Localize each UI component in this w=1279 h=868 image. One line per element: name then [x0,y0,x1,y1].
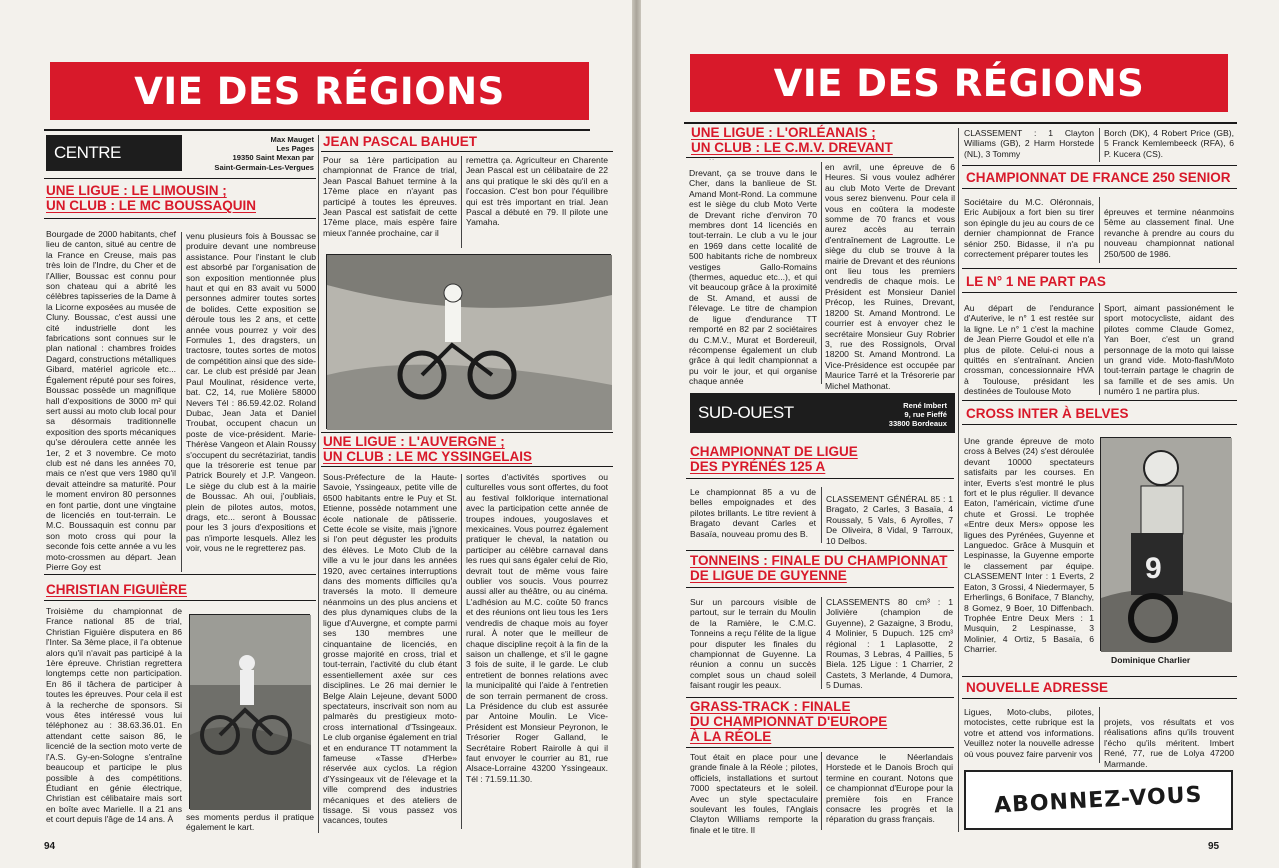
heading-auvergne [323,434,613,464]
auvergne-col2: sortes d'activités sportives ou culturelles vous sont offertes, du foot au festival folklorique international avec la participation cette année de troupes indoues, yougoslaves et mexicaines. Vous pourrez également pratiquer le cheval, la natation ou participer au célèbre carnaval dans les rues qui sans égaler celui de Rio, devrait tout de même vous faire oublier vos soucis. Vous pourrez aussi aller au théâtre, ou au cinéma. L'adhésion au M.C. coûte 50 francs et des réunions ont lieu tous les 1ers vendredis de chaque mois au foyer rural. À noter que le meilleur de chaque discipline reçoit à la fin de la saison un challenge, et s'il le gagne 3 fois de suite, il le garde. Le club entretient de bonnes relations avec la municipalité qui l'aide à l'entretien de son terrain permanent de cross. La Présidence du club est assurée par Antoine Moulin. Le Vice-Président est Monsieur Peyronon, le Trésorier Roger Galland, le Secrétaire Robert Rairolle à qui il faut envoyer le courrier au 81, rue Alsace-Lorraine 43200 Yssingeaux. Tél : 71.59.11.30. [466,472,608,784]
heading-figuiere [46,582,316,597]
page-column-divider [318,135,319,833]
rule [686,478,954,479]
n1-col2: Sport, aimant passionément le sport motocycliste, aidant des pilotes comme Claude Gomez, Yan Boer, c'est un grand personnage de la moto qui laisse un grand vide. Moto-flash/Moto tout-terrain partage le chagrin de sa famille et de ses amis. Un numéro 1 ne partira plus. [1104,303,1234,397]
heading-line: CROSS INTER À BELVES [966,406,1129,421]
column-divider [1099,128,1100,162]
auvergne-col1: Sous-Préfecture de la Haute-Savoie, Yssingeaux, petite ville de 6500 habitants entre le Puy et St. Etienne, possède notamment une école nationale de pâtisserie. Cette école se visite, mais j'ignore si l'on peut déguster les produits des élèves. Le Moto Club de la ville a vu le jour dans les années 1920, avec certaines interruptions dans des moments difficiles qu'a traversés la moto. Il demeure néanmoins un des plus anciens et des plus dynamiques clubs de la ligue d'Auvergne, et compte parmi ses 130 membres une cinquantaine de licenciés, en grosse majorité en cross, trial et tout-terrain, l'activité du club étant essentiellement axée sur ces disciplines. Le 26 mai dernier le Belge Alain Lejeune, devant 5000 spectateurs, inscrivait son nom au palmarès du prestigieux moto-cross international d'Tssingeaux. Le club organise également en trial et en endurance TT notamment la fameuse «Tasse d'Herbe» réservée aux cyclos. La région d'Yssingeaux vit de l'élevage et la ville comprend des industries mécaniques et des ateliers de tissage. Si vous passez vos vacances, toutes [323,472,457,826]
subscribe-label: ABONNEZ-VOUS [993,782,1204,818]
column-divider [821,752,822,830]
column-divider [1099,197,1100,263]
heading-cf250 [966,170,1236,185]
author-line: Les Pages [276,144,314,154]
rule [962,188,1237,189]
heading-orleanais [691,125,953,155]
heading-n1 [966,274,1236,289]
rule [686,587,954,588]
rule [962,424,1237,425]
figuiere-col1: Troisième du championnat de France national 85 de trial, Christian Figuière disputera en 86 l'Inter. Sa 3ème place, il l'a obtenue alors qu'il n'avait pas participé à la 1ère épreuve. Christian regrettera longtemps cette non participation. En 86 il tâchera de participer à toutes les épreuves. Pour cela il est à la recherche de sponsors. Si vous êtes intéressé vous lui téléphonez au : 38.63.36.01. En attendant cette saison 86, le licencié de la section moto verte de l'A.S. Gy-en-Sologne s'entraîne beaucoup et participe le plus possible à des compétitions. Étudiant en génie électrique, Christian est célibataire mais sort en boîte avec Marielle. Il a 21 ans et court depuis l'âge de 14 ans. À [46,606,182,825]
region-author [837,401,947,429]
rule [321,151,613,152]
pyrenees-col2: CLASSEMENT GÉNÉRAL 85 : 1 Bragato, 2 Carles, 3 Basaïa, 4 Roussaly, 5 Vals, 6 Ayrolles, 7 De Oliveira, 8 Vidal, 9 Tarroux, 10 Delbos. [826,494,953,546]
region-box-sudouest [690,393,955,433]
bike-number: 9 [1145,552,1162,585]
classement-col1: CLASSEMENT : 1 Clayton Williams (GB), 2 Harm Horstede (NL), 3 Tommy [964,128,1094,159]
author-line: 33800 Bordeaux [888,419,947,429]
author-line: 19350 Saint Mexan par [232,153,314,163]
page-number: 94 [44,841,56,852]
grasstrack-col2: devance le Néerlandais Horstede et le Danois Broch qui termine en courant. Notons que ce championnat d'Europe pour la première fois en France consacre les progrès et la réparation du grass français. [826,752,953,825]
adresse-col2: projets, vos résultats et vos réalisations afins qu'ils trouvent l'écho qu'ils méritent. Imbert René, 77, rue de Lolya 47200 Marmande. [1104,717,1234,769]
rule [321,432,613,433]
heading-line: UNE LIGUE : L'AUVERGNE ; [323,434,505,449]
author-line: 9, rue Fieffé [904,410,947,420]
limousin-col2: venu plusieurs fois à Boussac se produire devant une nombreuse assistance. Pour l'instant le club est absorbé par l'organisation de son exposition mentionnée plus haut et qui en 83 avait vu 5000 personnes admirer toutes sortes de bolides. Cette exposition se déroule tous les 2 ans, et cette année vous pourrez y voir des Formules 1, des dragsters, un tractosre, toutes sortes de motos de compétition ainsi que des side-car. Le club est présidé par Jean Paul Moulinat, résidence verte, bat. C2, 14, rue Molière 58000 Nevers Tél : 86.59.42.02. Roland Dubac, Jean Jata et Daniel Troubat, occupent chacun un poste de vice-président. Marie-Thérèse Vangeon et Alain Roussy s'occupent du secrétaziriat, tandis que la trésorerie est tenue par Patrick Bourely et J.P. Vangeon. Le siège du club est à la mairie de Boussac. Ah oui, j'oubliais, plein de pilotes autos, motos, drags, etc... seront à Boussac pour les 3 jours d'expositions et pas n'importe lesquels. Allez les voir, vous ne le regretterez pas. [186,231,316,554]
region-name: SUD-OUEST [698,403,794,422]
heading-line: GRASS-TRACK : FINALE [690,699,851,714]
cf250-col1: Sociétaire du M.C. Oléronnais, Eric Aubijoux a fort bien su tirer son épingle du jeu au cours de ce dernier championnat de France sénior 250. Bidasse, il n'a pu correctement préparer toutes les [964,197,1094,260]
column-divider [821,162,822,384]
rule [44,574,316,575]
heading-line: LE N° 1 NE PART PAS [966,274,1106,289]
motocross-rider-photo [1101,438,1232,652]
subscribe-box[interactable] [964,770,1233,830]
rule [962,268,1237,269]
page-banner-right [690,54,1228,112]
bahuet-col2: remettra ça. Agriculteur en Charente Jean Pascal est un célibataire de 22 ans qui pratique le ski dès qu'il en a l'occasion. C'est bon pour l'équilibre qui est très important en trial. Jean Pascal a débuté en 79. Il pilote une Yamaha. [466,155,608,228]
banner-title: VIE DES RÉGIONS [773,61,1145,105]
trial-rider-photo [190,615,311,810]
tonneins-col2: CLASSEMENTS 80 cm³ : 1 Jolivière (champion de Guyenne), 2 Gazaigne, 3 Brodu, 4 Molinier, 5 Dupuch. 125 cm³ régional : 1 Laplasotte, 2 Roumas, 3 Lebras, 4 Paillies, 5 Biela. 125 Ligue : 1 Charrier, 2 Castets, 3 Merlande, 4 Dumora, 5 Dumas. [826,597,953,691]
heading-line: UN CLUB : LE MC BOUSSAQUIN [46,198,256,213]
author-line: Saint-Germain-Les-Vergues [214,162,314,172]
heading-limousin [46,183,316,213]
rule [962,400,1237,401]
orleanais-col1: Drevant, ça se trouve dans le Cher, dans la banlieue de St. Amand Mont-Rond. La commune est le siège du club Moto Verte de Drevant riche d'environ 70 membres dont 14 licenciés en tout-terrain. Le club a vu le jour en 1969 dans cette localité de 500 habitants riche de nombreux vestiges Gallo-Romains (thermes, aqueduc etc...), et qui vit beaucoup grâce à la proximité de St. Amand, et aussi de l'élevage. Le titre de champion de ligue d'endurance TT remporté en 82 par 2 sociétaires du C.M.V., Murat et Bordereuil, récompense également un club grâce à qui ledit championnat a pu voir le jour, et qui organise chaque année [689,168,817,387]
heading-line: DES PYRÉNÉS 125 A [690,459,826,474]
heading-line: CHRISTIAN FIGUIÈRE [46,582,188,597]
author-line: Max Mauget [270,135,314,144]
region-name: CENTRE [54,143,121,162]
column-divider [1099,707,1100,763]
orleanais-col2: en avril, une épreuve de 6 Heures. Si vous voulez adhérer au club Moto Verte de Drevant vous serez bienvenu. Pour cela il vous en coûtera la modeste somme de 70 francs et vous aurez accès au terrain d'entraînement de Lagroutte. Le siège du club se trouve à la mairie de Drevant et des réunions ont lieu tous les premiers vendredis de chaque mois. Le Président est Monsieur Daniel Précop, les Ruines, Drevant, 18200 St. Amand Montrond. Le courrier est à envoyer chez le secrétaire Monsieur Guy Robrier 3, rue des Rossignols, Orval 18200 St. Amand Montrond. La Vice-Présidence est occupée par Maurice Tarré et la Trésorerie par Michel Mathonat. [825,162,955,391]
figuiere-col2: ses moments perdus il pratique également le kart. [186,812,314,833]
bahuet-photo [326,254,611,429]
rule [44,218,316,219]
heading-adresse [966,680,1236,695]
belves-photo [1100,437,1231,651]
adresse-col1: Ligues, Moto-clubs, pilotes, motocistes, cette rubrique est la votre et attend vos informations. Veuillez noter la nouvelle adresse où vous pouvez faire parvenir vos [964,707,1094,759]
rule [44,600,316,601]
column-divider [821,597,822,689]
page-number: 95 [1208,841,1220,852]
region-box-centre [46,135,182,171]
rule [321,466,613,467]
heading-line: UNE LIGUE : LE LIMOUSIN ; [46,183,227,198]
banner-title: VIE DES RÉGIONS [134,69,505,113]
rule [686,697,954,698]
column-divider [461,474,462,829]
heading-line: UN CLUB : LE MC YSSINGELAIS [323,449,533,464]
column-divider [821,487,822,543]
heading-line: À LA RÉOLE [690,729,772,744]
rule [686,747,954,748]
trial-rider-photo [327,255,612,430]
heading-line: DE LIGUE DE GUYENNE [690,568,847,583]
column-divider [1099,303,1100,395]
rule [686,157,954,158]
rule [962,165,1237,166]
cf250-col2: épreuves et termine néanmoins 5ème au classement final. Une revanche à prendre au cours du nouveau championnat national 250/500 de 1986. [1104,207,1234,259]
heading-line: CHAMPIONNAT DE FRANCE 250 SENIOR [966,170,1231,185]
classement-col2: Borch (DK), 4 Robert Price (GB), 5 Franck Kemlembeeck (RFA), 6 P. Kucera (CS). [1104,128,1234,159]
heading-line: TONNEINS : FINALE DU CHAMPIONNAT [690,553,948,568]
heading-line: JEAN PASCAL BAHUET [323,134,478,149]
heading-tonneins [690,553,956,583]
left-page [0,0,632,868]
heading-line: DU CHAMPIONNAT D'EUROPE [690,714,888,729]
rule [962,676,1237,677]
limousin-col1: Bourgade de 2000 habitants, chef lieu de canton, situé au centre de la France en Creuse, mais pas très loin de l'Indre, du Cher et de l'Allier, Boussac est connu pour son chateau qui a abrité les célèbres tapisseries de la Dame à la Licorne exposées au musée de Cluny. Boussac, c'est aussi une cité industrielle dont les fabrications sont connues sur le plan national : chambres froides Dagard, constructions métalliques Gibard, matériel agricole etc... Également réputé pour ses foires, Boussac possède un magnifique hall d'expositions de 3000 m² qui sert aussi au moto club local pour sa désormais traditionnelle exposition des sports mécaniques qu'se déroulera cette année les 1er, 2 et 3 novembre. Ce moto club est né dans les années 70, mais ce n'est que vers 1980 qu'il devait atteindre sa maturité. Pour le moment environ 80 personnes en font partie, dont une vingtaine de licenciés en tout-terrain. Le M.C. Boussaquin est connu par son moto cross qui pour la seconde fois cette année a vu les moto-crossmen au départ. Jean Pierre Goy est [46,229,176,572]
heading-grasstrack [690,699,956,744]
heading-pyrenees [690,444,952,474]
page-column-divider [958,128,959,832]
heading-line: NOUVELLE ADRESSE [966,680,1109,695]
book-gutter [632,0,641,868]
heading-line: CHAMPIONNAT DE LIGUE [690,444,858,459]
heading-belves [966,406,1236,421]
belves-text: Une grande épreuve de moto cross à Belves (24) s'est déroulée devant 10000 spectateurs satisfaits par les courses. En inter, Everts s'est montré le plus fort et le plus régulier. Il devance Eaton, l'américain, victime d'une chute et Grossi. Le trophée «Entre deux Mers» oppose les ligues des Pyrénées, Guyenne et Languedoc. Grâce à Musquin et Lespinasse, la Guyenne emporte le classement par équipe. CLASSEMENT Inter : 1 Everts, 2 Eaton, 3 Grossi, 4 Niedermayer, 5 Erherlings, 6 Boniface, 7 Blanchy, 8 Gomez, 9 Boer, 10 Diffenbach. Trophée Entre Deux Mers : 1 Musquin, 2 Lespinasse, 3 Molinier, 4 Ortiz, 5 Basaïa, 6 Charrier. [964,436,1094,655]
heading-line: UNE LIGUE : L'ORLÉANAIS ; [691,125,876,140]
region-author [186,135,314,172]
rule [44,178,316,179]
top-rule [44,129,590,131]
tonneins-col1: Sur un parcours visible de partout, sur le terrain du Moulin de la Ramière, le C.M.C. Tonneins a reçu l'élite de la ligue pour disputer les finales du championnat de Guyenne. La réunion a connu un succès complet sous un chaud soleil faisant rougir les peaux. [690,597,816,691]
grasstrack-col1: Tout était en place pour une grande finale à la Réole ; pilotes, officiels, installations et surtout 7000 spectateurs et le soleil. Avec un style spectaculaire soulevant les foules, l'Anglais Clayton Williams remporte la finale et le titre. Il [690,752,818,835]
rule [962,698,1237,699]
author-line: René Imbert [903,401,947,410]
bahuet-col1: Pour sa 1ère participation au championnat de France de trial, Jean Pascal Bahuet termine à la 17ème place en n'ayant pas participé à toutes les épreuves. Jean Pascal est satisfait de cette 17ème place, mais espère faire mieux l'année prochaine, car il [323,155,457,238]
page-banner-left [50,62,589,120]
handwritten-mark: ˙˙ [709,158,715,168]
column-divider [461,156,462,248]
rule [686,550,954,551]
figuiere-photo [189,614,310,809]
photo-caption: Dominique Charlier [1111,655,1191,665]
heading-line: UN CLUB : LE C.M.V. DREVANT [691,140,893,155]
pyrenees-col1: Le championnat 85 a vu de belles empoignades et des pilotes brillants. Le titre revient à Bragato devant Carles et Basaïa, nouveau promu des B. [690,487,816,539]
rule [962,292,1237,293]
heading-bahuet [323,134,613,149]
n1-col1: Au départ de l'endurance d'Auterive, le n° 1 est restée sur la ligne. Le n° 1 c'est la machine de Jean Pierre Goudol et elle n'a plus de pilote. Celui-ci nous a quittés en s'entraînant. Ancien crossman, concessionnaire HVA à Toulouse, présidant les destinées de Toulouse Moto [964,303,1094,397]
column-divider [181,232,182,572]
right-page [641,0,1279,868]
top-rule [684,122,1237,124]
